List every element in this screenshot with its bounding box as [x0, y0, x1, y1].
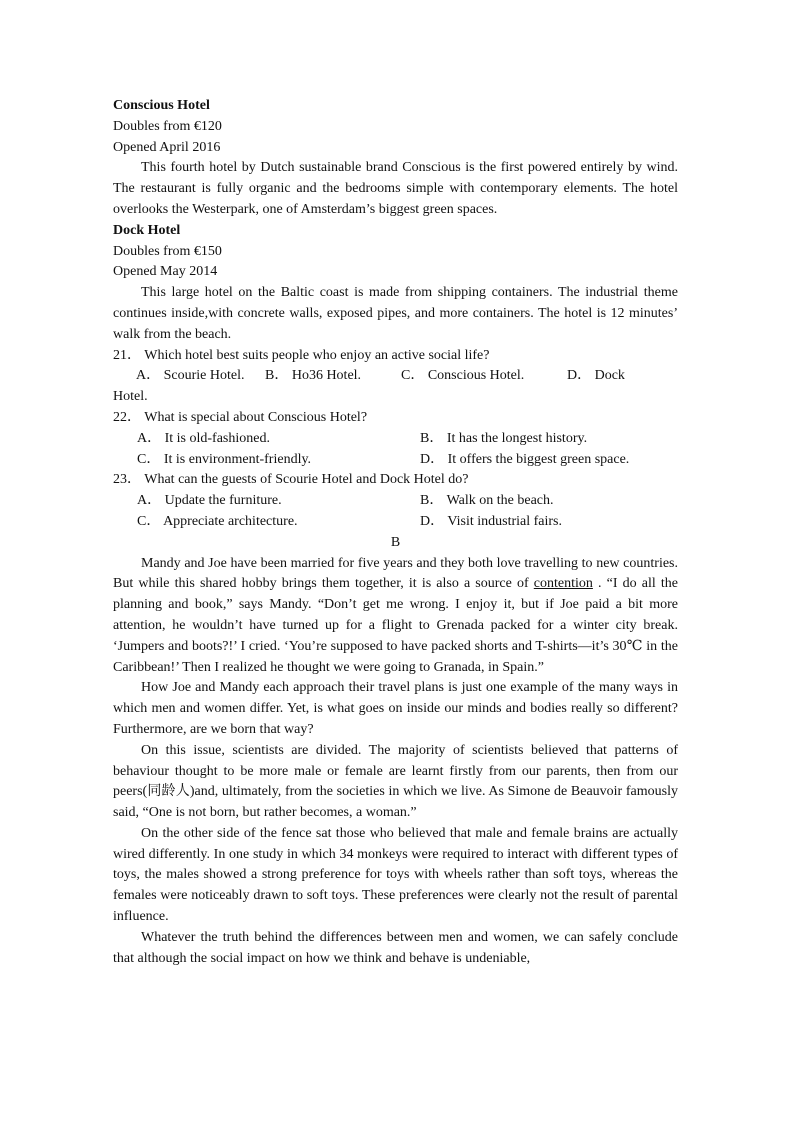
hotel-price-dock: Doubles from €150 [113, 243, 222, 259]
section-b-heading: B [390, 534, 401, 550]
passage-b-p1-before: Mandy and Joe have been married for five years and they both love travelling to new countries. But while this shared hobby brings them together, it is also a source of [113, 555, 678, 592]
passage-b-underlined-word: contention [533, 576, 593, 592]
question-22-option-c: C． It is environment-friendly. [137, 451, 312, 467]
passage-b-paragraph-4: On the other side of the fence sat those who believed that male and female brains are actually wired differently. In one study in which 34 monkeys were required to interact with different types of toys, the males showed a strong preference for toys with wheels rather than soft toys, whereas the females were noticeably drawn to soft toys. These preferences were clearly not the result of parental influence. [113, 825, 678, 925]
question-22-options-row-1 [113, 429, 678, 450]
question-21-option-d-wrap: Hotel. [113, 389, 148, 405]
question-21-option-d: D． Dock [567, 368, 625, 384]
question-21-option-c: C． Conscious Hotel. [401, 368, 525, 384]
hotel-description-conscious: This fourth hotel by Dutch sustainable brand Conscious is the first powered entirely by wind. The restaurant is fully organic and the bedrooms simple with contemporary elements. The hotel overlooks the Westerpark, one of Amsterdam’s biggest green spaces. [113, 160, 678, 217]
hotel-opened-conscious: Opened April 2016 [113, 139, 221, 155]
question-22-option-b: B． It has the longest history. [420, 430, 588, 446]
passage-b-paragraph-2: How Joe and Mandy each approach their travel plans is just one example of the many ways in which men and women differ. Yet, is what goes on inside our minds and bodies really so different? Furthermore, are we born that way? [113, 680, 678, 737]
question-22-stem: 22． What is special about Conscious Hotel? [113, 409, 368, 425]
question-23-option-b: B． Walk on the beach. [420, 493, 554, 509]
question-23-option-d: D． Visit industrial fairs. [420, 513, 563, 529]
question-23-options-row-2 [113, 512, 678, 533]
hotel-name-dock: Dock Hotel [113, 222, 181, 238]
hotel-price-conscious: Doubles from €120 [113, 118, 222, 134]
question-21-option-b: B． Ho36 Hotel. [265, 368, 362, 384]
document-body [113, 96, 678, 969]
passage-b-p1-after: . “I do all the planning and book,” says Mandy. “Don’t get me wrong. I enjoy it, but if Joe paid a bit more attention, he wouldn’t have turned up for a flight to Grenada packed for a winter city break. ‘Jumpers and boots?!’ I cried. ‘You’re supposed to have packed shorts and T-shirts—it’s 30℃ in the Caribbean!’ Then I realized he thought we were going to Granada, in Spain.” [113, 576, 679, 675]
question-23-option-c: C． Appreciate architecture. [137, 513, 298, 529]
question-23-option-a: A． Update the furniture. [137, 493, 282, 509]
hotel-name-conscious: Conscious Hotel [113, 98, 210, 113]
passage-b-paragraph-3: On this issue, scientists are divided. The majority of scientists believed that patterns of behaviour thought to be more male or female are learnt firstly from our parents, then from our peers(同龄人)and, ultimately, from the societies in which we live. As Simone de Beauvoir famously said, “One is not born, but rather becomes, a woman.” [113, 742, 678, 821]
question-22-options-row-2 [113, 450, 678, 471]
passage-b-paragraph-1 [113, 554, 678, 679]
question-23-options-row-1 [113, 491, 678, 512]
question-21-options [113, 366, 678, 387]
question-22-option-a: A． It is old-fashioned. [137, 430, 270, 446]
passage-b-paragraph-5: Whatever the truth behind the differences between men and women, we can safely conclude that although the social impact on how we think and behave is undeniable, [113, 929, 678, 966]
question-23-stem: 23． What can the guests of Scourie Hotel and Dock Hotel do? [113, 472, 469, 488]
hotel-opened-dock: Opened May 2014 [113, 264, 218, 280]
question-22-option-d: D． It offers the biggest green space. [420, 451, 630, 467]
hotel-description-dock: This large hotel on the Baltic coast is made from shipping containers. The industrial theme continues inside,with concrete walls, exposed pipes, and more containers. The hotel is 12 minutes’ walk from the beach. [113, 285, 678, 342]
question-21-stem: 21． Which hotel best suits people who enjoy an active social life? [113, 347, 490, 363]
question-21-option-a: A． Scourie Hotel. [136, 368, 245, 384]
